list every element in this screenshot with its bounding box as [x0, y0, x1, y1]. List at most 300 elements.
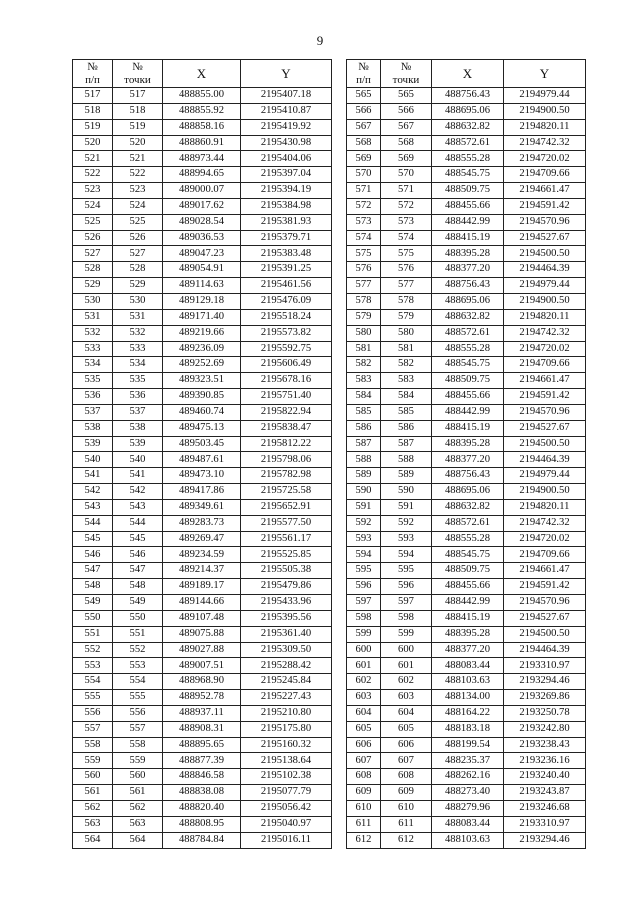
table-row [347, 452, 586, 468]
cell-x: 488164.22 [432, 705, 504, 721]
cell-point-number: 557 [113, 721, 163, 737]
cell-y: 2195751.40 [241, 389, 332, 405]
cell-row-number: 527 [73, 246, 113, 262]
table-row [347, 721, 586, 737]
cell-row-number: 564 [73, 832, 113, 848]
table-row [73, 674, 332, 690]
cell-y: 2194527.67 [504, 420, 586, 436]
table-row [347, 167, 586, 183]
table-row [73, 832, 332, 848]
table-row [347, 278, 586, 294]
table-row [347, 230, 586, 246]
cell-y: 2194500.50 [504, 626, 586, 642]
cell-x: 488784.84 [163, 832, 241, 848]
table-row [73, 119, 332, 135]
cell-y: 2195016.11 [241, 832, 332, 848]
cell-point-number: 609 [381, 785, 432, 801]
cell-row-number: 549 [73, 595, 113, 611]
cell-point-number: 529 [113, 278, 163, 294]
cell-y: 2194591.42 [504, 579, 586, 595]
cell-row-number: 594 [347, 547, 381, 563]
cell-row-number: 552 [73, 642, 113, 658]
cell-y: 2195138.64 [241, 753, 332, 769]
cell-point-number: 566 [381, 103, 432, 119]
table-row [347, 563, 586, 579]
cell-x: 489390.85 [163, 389, 241, 405]
cell-y: 2195309.50 [241, 642, 332, 658]
cell-row-number: 522 [73, 167, 113, 183]
cell-x: 488083.44 [432, 816, 504, 832]
cell-point-number: 585 [381, 404, 432, 420]
cell-x: 488937.11 [163, 705, 241, 721]
cell-x: 488545.75 [432, 167, 504, 183]
cell-y: 2193294.46 [504, 832, 586, 848]
table-row [73, 103, 332, 119]
cell-row-number: 574 [347, 230, 381, 246]
table-row [347, 737, 586, 753]
cell-row-number: 592 [347, 515, 381, 531]
cell-x: 489460.74 [163, 404, 241, 420]
cell-row-number: 603 [347, 690, 381, 706]
cell-point-number: 583 [381, 373, 432, 389]
cell-row-number: 559 [73, 753, 113, 769]
cell-x: 488415.19 [432, 610, 504, 626]
cell-y: 2195419.92 [241, 119, 332, 135]
cell-x: 488846.58 [163, 769, 241, 785]
cell-y: 2194464.39 [504, 642, 586, 658]
header-point-number-line2: точки [392, 73, 420, 86]
cell-x: 488455.66 [432, 198, 504, 214]
cell-y: 2194570.96 [504, 404, 586, 420]
cell-y: 2195430.98 [241, 135, 332, 151]
cell-x: 488808.95 [163, 816, 241, 832]
cell-y: 2195102.38 [241, 769, 332, 785]
cell-x: 489252.69 [163, 357, 241, 373]
cell-y: 2194709.66 [504, 357, 586, 373]
cell-row-number: 538 [73, 420, 113, 436]
cell-y: 2193250.78 [504, 705, 586, 721]
cell-point-number: 531 [113, 309, 163, 325]
cell-x: 489171.40 [163, 309, 241, 325]
cell-y: 2195077.79 [241, 785, 332, 801]
cell-x: 488860.91 [163, 135, 241, 151]
cell-y: 2194527.67 [504, 230, 586, 246]
cell-row-number: 604 [347, 705, 381, 721]
table-row [73, 151, 332, 167]
cell-point-number: 608 [381, 769, 432, 785]
cell-row-number: 580 [347, 325, 381, 341]
cell-point-number: 539 [113, 436, 163, 452]
table-row [347, 515, 586, 531]
cell-y: 2195812.22 [241, 436, 332, 452]
cell-x: 489036.53 [163, 230, 241, 246]
cell-x: 488183.18 [432, 721, 504, 737]
table-row [347, 690, 586, 706]
header-point-number-line2: точки [124, 73, 151, 86]
cell-point-number: 575 [381, 246, 432, 262]
cell-x: 488877.39 [163, 753, 241, 769]
cell-x: 488895.65 [163, 737, 241, 753]
cell-point-number: 555 [113, 690, 163, 706]
table-row [73, 642, 332, 658]
cell-row-number: 598 [347, 610, 381, 626]
cell-y: 2195160.32 [241, 737, 332, 753]
header-point-number [381, 60, 432, 88]
cell-point-number: 520 [113, 135, 163, 151]
table-row [347, 293, 586, 309]
table-row [347, 341, 586, 357]
header-point-number-line1: № [400, 60, 412, 73]
table-row [73, 230, 332, 246]
cell-point-number: 570 [381, 167, 432, 183]
cell-point-number: 565 [381, 88, 432, 104]
cell-row-number: 531 [73, 309, 113, 325]
table-row [73, 753, 332, 769]
cell-y: 2193236.16 [504, 753, 586, 769]
cell-point-number: 533 [113, 341, 163, 357]
cell-point-number: 523 [113, 183, 163, 199]
header-row-number-line1: № [87, 60, 98, 73]
table-row [73, 373, 332, 389]
cell-point-number: 584 [381, 389, 432, 405]
cell-row-number: 589 [347, 468, 381, 484]
cell-point-number: 592 [381, 515, 432, 531]
cell-row-number: 526 [73, 230, 113, 246]
cell-row-number: 536 [73, 389, 113, 405]
cell-point-number: 607 [381, 753, 432, 769]
cell-y: 2193240.40 [504, 769, 586, 785]
cell-row-number: 550 [73, 610, 113, 626]
cell-row-number: 542 [73, 484, 113, 500]
cell-row-number: 602 [347, 674, 381, 690]
cell-y: 2194591.42 [504, 198, 586, 214]
cell-y: 2195288.42 [241, 658, 332, 674]
table-row [73, 785, 332, 801]
cell-x: 489144.66 [163, 595, 241, 611]
table-row [347, 642, 586, 658]
cell-point-number: 527 [113, 246, 163, 262]
table-row [73, 610, 332, 626]
cell-row-number: 558 [73, 737, 113, 753]
cell-y: 2195383.48 [241, 246, 332, 262]
table-row [73, 309, 332, 325]
cell-x: 488555.28 [432, 531, 504, 547]
cell-y: 2194661.47 [504, 183, 586, 199]
cell-x: 488545.75 [432, 547, 504, 563]
cell-row-number: 578 [347, 293, 381, 309]
cell-y: 2195518.24 [241, 309, 332, 325]
cell-point-number: 571 [381, 183, 432, 199]
cell-point-number: 562 [113, 800, 163, 816]
cell-x: 488855.92 [163, 103, 241, 119]
cell-row-number: 599 [347, 626, 381, 642]
cell-point-number: 596 [381, 579, 432, 595]
cell-point-number: 593 [381, 531, 432, 547]
cell-point-number: 538 [113, 420, 163, 436]
cell-x: 489236.09 [163, 341, 241, 357]
cell-x: 489000.07 [163, 183, 241, 199]
cell-point-number: 517 [113, 88, 163, 104]
table-row [73, 404, 332, 420]
cell-x: 489017.62 [163, 198, 241, 214]
page-number: 9 [316, 33, 324, 48]
cell-point-number: 532 [113, 325, 163, 341]
cell-row-number: 593 [347, 531, 381, 547]
cell-y: 2195245.84 [241, 674, 332, 690]
table-row [73, 690, 332, 706]
cell-row-number: 530 [73, 293, 113, 309]
cell-point-number: 572 [381, 198, 432, 214]
cell-x: 489417.86 [163, 484, 241, 500]
cell-y: 2193310.97 [504, 816, 586, 832]
cell-point-number: 548 [113, 579, 163, 595]
cell-point-number: 537 [113, 404, 163, 420]
cell-y: 2194979.44 [504, 468, 586, 484]
cell-point-number: 586 [381, 420, 432, 436]
cell-row-number: 573 [347, 214, 381, 230]
cell-y: 2194591.42 [504, 389, 586, 405]
cell-x: 489027.88 [163, 642, 241, 658]
cell-y: 2193246.68 [504, 800, 586, 816]
cell-row-number: 523 [73, 183, 113, 199]
header-point-number-line1: № [132, 60, 143, 73]
cell-x: 488572.61 [432, 325, 504, 341]
cell-row-number: 591 [347, 499, 381, 515]
cell-row-number: 556 [73, 705, 113, 721]
cell-y: 2195227.43 [241, 690, 332, 706]
coordinates-table-right [346, 59, 586, 849]
cell-x: 488083.44 [432, 658, 504, 674]
table-row [73, 800, 332, 816]
cell-x: 488442.99 [432, 404, 504, 420]
table-row [347, 674, 586, 690]
cell-row-number: 525 [73, 214, 113, 230]
table-row [73, 705, 332, 721]
table-row [347, 420, 586, 436]
cell-point-number: 518 [113, 103, 163, 119]
cell-x: 488695.06 [432, 103, 504, 119]
cell-y: 2195394.19 [241, 183, 332, 199]
table-row [73, 278, 332, 294]
cell-row-number: 577 [347, 278, 381, 294]
cell-row-number: 583 [347, 373, 381, 389]
cell-y: 2195397.04 [241, 167, 332, 183]
cell-point-number: 568 [381, 135, 432, 151]
cell-x: 488555.28 [432, 151, 504, 167]
cell-row-number: 518 [73, 103, 113, 119]
cell-point-number: 577 [381, 278, 432, 294]
table-row [347, 484, 586, 500]
cell-x: 488632.82 [432, 309, 504, 325]
cell-y: 2195040.97 [241, 816, 332, 832]
cell-x: 489028.54 [163, 214, 241, 230]
cell-point-number: 535 [113, 373, 163, 389]
cell-point-number: 588 [381, 452, 432, 468]
table-row [73, 547, 332, 563]
table-row [347, 262, 586, 278]
table-row [73, 563, 332, 579]
table-row [73, 515, 332, 531]
cell-x: 488395.28 [432, 246, 504, 262]
cell-y: 2194709.66 [504, 547, 586, 563]
table-row [73, 737, 332, 753]
cell-y: 2195384.98 [241, 198, 332, 214]
cell-y: 2194979.44 [504, 278, 586, 294]
cell-row-number: 606 [347, 737, 381, 753]
cell-point-number: 549 [113, 595, 163, 611]
cell-y: 2195210.80 [241, 705, 332, 721]
cell-y: 2194820.11 [504, 309, 586, 325]
cell-x: 488952.78 [163, 690, 241, 706]
cell-y: 2195361.40 [241, 626, 332, 642]
table-row [73, 595, 332, 611]
table-row [73, 531, 332, 547]
cell-point-number: 534 [113, 357, 163, 373]
table-row [347, 769, 586, 785]
cell-point-number: 605 [381, 721, 432, 737]
cell-y: 2195798.06 [241, 452, 332, 468]
header-row-number [73, 60, 113, 88]
cell-y: 2194900.50 [504, 484, 586, 500]
cell-x: 489129.18 [163, 293, 241, 309]
cell-row-number: 595 [347, 563, 381, 579]
cell-row-number: 610 [347, 800, 381, 816]
cell-point-number: 606 [381, 737, 432, 753]
cell-x: 488279.96 [432, 800, 504, 816]
cell-x: 489503.45 [163, 436, 241, 452]
cell-y: 2194709.66 [504, 167, 586, 183]
table-row [347, 309, 586, 325]
cell-point-number: 544 [113, 515, 163, 531]
cell-x: 488994.65 [163, 167, 241, 183]
cell-point-number: 526 [113, 230, 163, 246]
cell-x: 489114.63 [163, 278, 241, 294]
cell-row-number: 575 [347, 246, 381, 262]
cell-point-number: 590 [381, 484, 432, 500]
table-row [347, 183, 586, 199]
cell-point-number: 599 [381, 626, 432, 642]
cell-y: 2195379.71 [241, 230, 332, 246]
cell-point-number: 601 [381, 658, 432, 674]
cell-x: 488968.90 [163, 674, 241, 690]
cell-x: 488858.16 [163, 119, 241, 135]
cell-x: 488908.31 [163, 721, 241, 737]
header-row-number-line2: п/п [85, 73, 100, 86]
cell-y: 2195391.25 [241, 262, 332, 278]
table-row [73, 341, 332, 357]
cell-row-number: 543 [73, 499, 113, 515]
cell-x: 488572.61 [432, 515, 504, 531]
cell-y: 2195678.16 [241, 373, 332, 389]
cell-x: 489214.37 [163, 563, 241, 579]
table-row [347, 246, 586, 262]
cell-point-number: 603 [381, 690, 432, 706]
cell-y: 2195573.82 [241, 325, 332, 341]
cell-y: 2194979.44 [504, 88, 586, 104]
cell-y: 2193269.86 [504, 690, 586, 706]
table-row [347, 832, 586, 848]
cell-x: 488973.44 [163, 151, 241, 167]
cell-row-number: 576 [347, 262, 381, 278]
table-header-row [347, 60, 586, 88]
cell-y: 2194464.39 [504, 262, 586, 278]
cell-y: 2195410.87 [241, 103, 332, 119]
cell-point-number: 551 [113, 626, 163, 642]
table-row [347, 404, 586, 420]
cell-x: 488455.66 [432, 579, 504, 595]
table-row [347, 610, 586, 626]
cell-row-number: 521 [73, 151, 113, 167]
cell-x: 488509.75 [432, 183, 504, 199]
cell-x: 488695.06 [432, 484, 504, 500]
cell-x: 488632.82 [432, 499, 504, 515]
cell-x: 488273.40 [432, 785, 504, 801]
cell-y: 2193294.46 [504, 674, 586, 690]
cell-point-number: 554 [113, 674, 163, 690]
cell-row-number: 563 [73, 816, 113, 832]
cell-y: 2195433.96 [241, 595, 332, 611]
cell-point-number: 600 [381, 642, 432, 658]
cell-x: 488377.20 [432, 262, 504, 278]
cell-x: 488555.28 [432, 341, 504, 357]
table-row [347, 816, 586, 832]
cell-row-number: 566 [347, 103, 381, 119]
cell-row-number: 561 [73, 785, 113, 801]
table-row [73, 769, 332, 785]
cell-row-number: 600 [347, 642, 381, 658]
cell-x: 488695.06 [432, 293, 504, 309]
cell-x: 488103.63 [432, 674, 504, 690]
cell-row-number: 587 [347, 436, 381, 452]
cell-x: 488377.20 [432, 642, 504, 658]
table-row [73, 721, 332, 737]
cell-y: 2194742.32 [504, 325, 586, 341]
table-row [347, 785, 586, 801]
cell-y: 2195838.47 [241, 420, 332, 436]
cell-point-number: 582 [381, 357, 432, 373]
cell-y: 2194742.32 [504, 515, 586, 531]
cell-x: 488442.99 [432, 214, 504, 230]
cell-x: 489054.91 [163, 262, 241, 278]
cell-point-number: 563 [113, 816, 163, 832]
cell-y: 2194500.50 [504, 246, 586, 262]
cell-x: 489219.66 [163, 325, 241, 341]
table-row [347, 373, 586, 389]
cell-row-number: 579 [347, 309, 381, 325]
cell-point-number: 580 [381, 325, 432, 341]
table-row [73, 579, 332, 595]
table-row [347, 135, 586, 151]
table-row [73, 420, 332, 436]
cell-point-number: 522 [113, 167, 163, 183]
cell-point-number: 578 [381, 293, 432, 309]
cell-y: 2194720.02 [504, 341, 586, 357]
header-row-number-line1: № [358, 60, 369, 73]
cell-x: 488572.61 [432, 135, 504, 151]
cell-x: 489269.47 [163, 531, 241, 547]
cell-point-number: 530 [113, 293, 163, 309]
cell-point-number: 559 [113, 753, 163, 769]
cell-row-number: 584 [347, 389, 381, 405]
cell-row-number: 581 [347, 341, 381, 357]
cell-row-number: 585 [347, 404, 381, 420]
cell-row-number: 567 [347, 119, 381, 135]
cell-x: 489475.13 [163, 420, 241, 436]
cell-row-number: 596 [347, 579, 381, 595]
cell-point-number: 543 [113, 499, 163, 515]
cell-y: 2195505.38 [241, 563, 332, 579]
table-header-row [73, 60, 332, 88]
